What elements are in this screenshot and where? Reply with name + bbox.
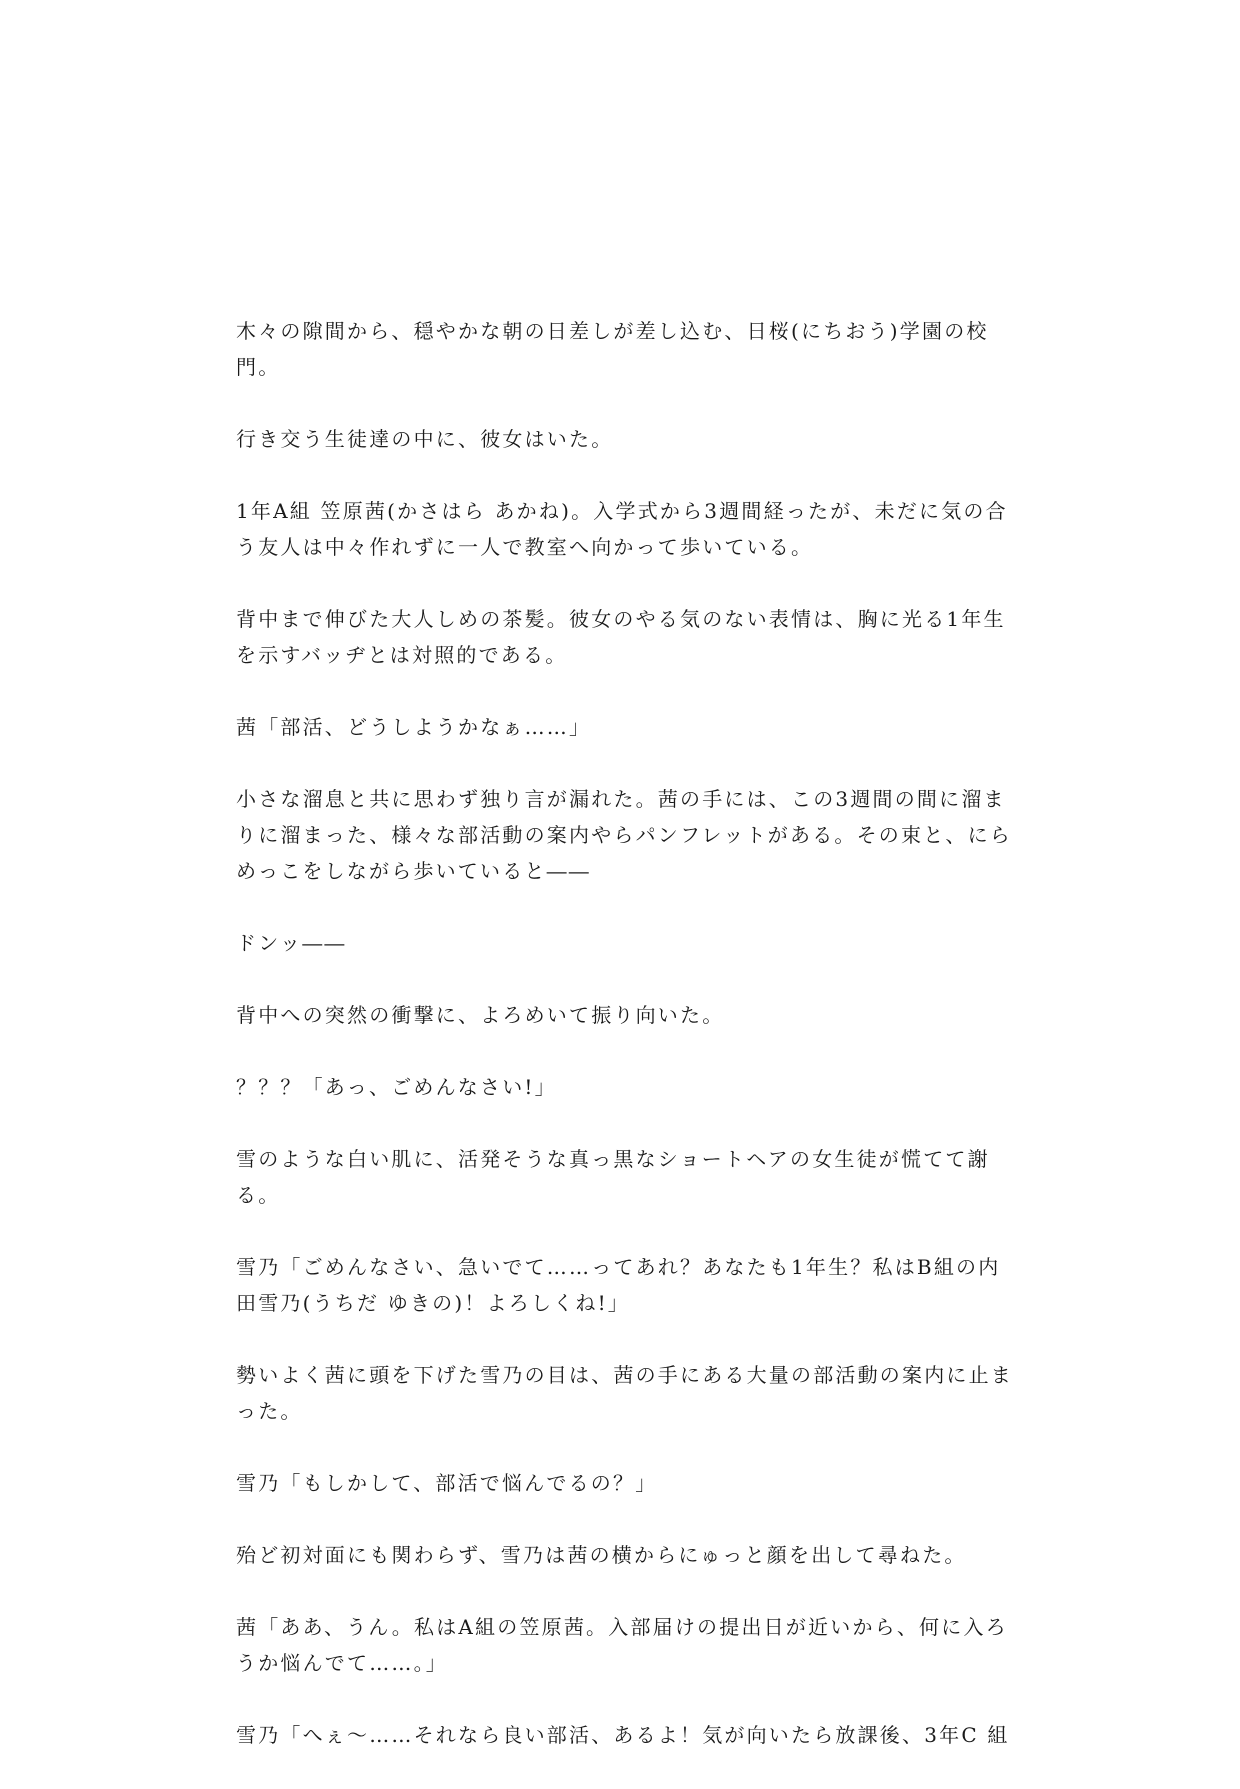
dialogue-line: 茜「部活、どうしようかなぁ……」 bbox=[236, 715, 592, 739]
paragraph: 雪のような白い肌に、活発そうな真っ黒なショートヘアの女生徒が慌てて謝る。 bbox=[236, 1147, 990, 1207]
paragraph: 1年A組 笠原茜(かさはら あかね)。入学式から3週間経ったが、未だに気の合う友人は中々作れずに一人で教室へ向かって歩いている。 bbox=[236, 499, 1008, 559]
story-text bbox=[236, 313, 1014, 1789]
dialogue-line: ？？？「あっ、ごめんなさい!」 bbox=[236, 1075, 557, 1099]
dialogue-line: 雪乃「もしかして、部活で悩んでるの？」 bbox=[236, 1471, 658, 1495]
dialogue-line: 雪乃「ごめんなさい、急いでて……ってあれ？あなたも1年生？私はB組の内田雪乃(うちだ ゆきの)！よろしくね!」 bbox=[236, 1255, 1001, 1315]
paragraph: 背中への突然の衝撃に、よろめいて振り向いた。 bbox=[236, 1003, 725, 1027]
paragraph: 小さな溜息と共に思わず独り言が漏れた。茜の手には、この3週間の間に溜まりに溜まった、様々な部活動の案内やらパンフレットがある。その束と、にらめっこをしながら歩いていると―― bbox=[236, 787, 1012, 883]
dialogue-line: 雪乃「へぇ〜……それなら良い部活、あるよ！気が向いたら放課後、3年C 組 bbox=[236, 1723, 1010, 1747]
paragraph: 勢いよく茜に頭を下げた雪乃の目は、茜の手にある大量の部活動の案内に止まった。 bbox=[236, 1363, 1013, 1423]
dialogue-line: 茜「ああ、うん。私はA組の笠原茜。入部届けの提出日が近いから、何に入ろうか悩んでて……。」 bbox=[236, 1615, 1008, 1675]
sound-effect: ドンッ―― bbox=[236, 931, 347, 955]
paragraph: 行き交う生徒達の中に、彼女はいた。 bbox=[236, 427, 614, 451]
paragraph: 殆ど初対面にも関わらず、雪乃は茜の横からにゅっと顔を出して尋ねた。 bbox=[236, 1543, 967, 1567]
paragraph: 背中まで伸びた大人しめの茶髪。彼女のやる気のない表情は、胸に光る1年生を示すバッヂとは対照的である。 bbox=[236, 607, 1006, 667]
paragraph: 木々の隙間から、穏やかな朝の日差しが差し込む、日桜(にちおう)学園の校門。 bbox=[236, 319, 989, 379]
